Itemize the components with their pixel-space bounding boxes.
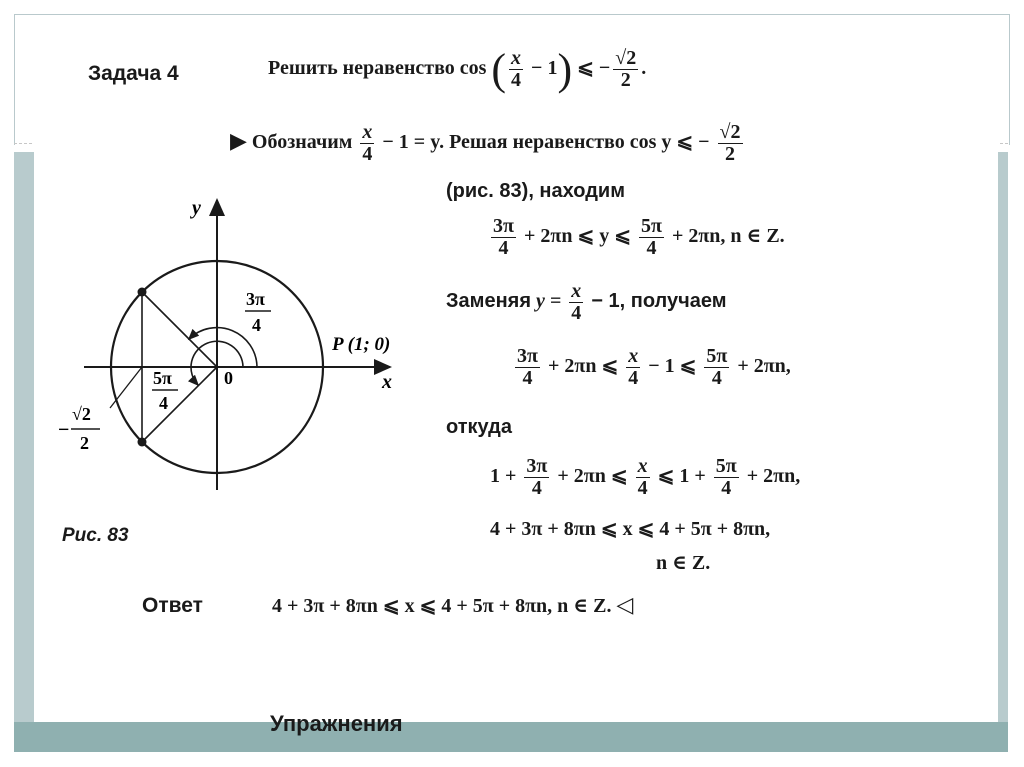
ineq3-frac-x <box>636 456 650 499</box>
point-3pi4 <box>138 288 147 297</box>
figure-caption: Рис. 83 <box>62 525 129 546</box>
point-5pi4 <box>138 438 147 447</box>
slide-border-left <box>14 152 34 752</box>
frac-den: 4 <box>511 69 522 91</box>
angle-5pi4-den: 4 <box>159 393 168 413</box>
ineq3-a: + 2πn ⩽ <box>557 465 628 488</box>
denote-fraction <box>360 122 374 165</box>
answer-line <box>272 592 633 618</box>
ineq3-frac-a <box>524 456 549 499</box>
answer-label: Ответ <box>142 594 203 617</box>
answer-text: 4 + 3π + 8πn ⩽ x ⩽ 4 + 5π + 8πn, n ∈ Z. <box>272 595 612 617</box>
ineq3-b-den: 4 <box>721 477 732 499</box>
task-label: Задача 4 <box>88 62 179 85</box>
replace-den: 4 <box>571 302 582 324</box>
point-p-label: P (1; 0) <box>332 334 391 355</box>
ineq1-a-den: 4 <box>498 237 509 259</box>
neg-sqrt2-den: 2 <box>80 433 89 453</box>
cut-off-heading <box>270 710 403 722</box>
ineq2-tail: + 2πn, <box>737 355 791 378</box>
frac-num: x <box>511 47 522 69</box>
replace-tail: − 1, получаем <box>591 290 727 313</box>
denote-rhs-num: √2 <box>719 121 741 143</box>
task-period: . <box>641 57 647 80</box>
ineq1-frac-b <box>639 216 664 259</box>
ineq3-a-den: 4 <box>531 477 542 499</box>
denote-den: 4 <box>362 143 373 165</box>
ineq1-b-den: 4 <box>646 237 657 259</box>
ineq2-b: − 1 ⩽ <box>648 355 697 378</box>
ineq2-frac-b <box>704 346 729 389</box>
end-triangle-icon: ◁ <box>616 592 634 617</box>
rhs-den: 2 <box>620 69 631 91</box>
denote-num: x <box>362 121 373 143</box>
whence-word: откуда <box>446 416 512 438</box>
ineq2-b-den: 4 <box>711 367 722 389</box>
solution-line-denote <box>230 122 746 165</box>
y-axis-label: y <box>192 197 201 219</box>
paren-open: ( <box>491 45 507 94</box>
replace-num: x <box>571 280 582 302</box>
unit-circle-figure <box>50 190 430 490</box>
ineq3-lead: 1 + <box>490 465 517 488</box>
ineq2-frac-x <box>626 346 640 389</box>
x-axis-label: x <box>382 371 392 393</box>
task-statement <box>268 44 646 95</box>
task-minus-one: − 1 <box>531 57 558 80</box>
ineq1-a-num: 3π <box>493 215 514 237</box>
ineq2-x-num: x <box>628 345 639 367</box>
ineq1-tail: + 2πn, n ∈ Z. <box>671 225 785 248</box>
ineq3-x-num: x <box>637 455 648 477</box>
play-marker-icon: ▶ <box>230 128 247 154</box>
denote-rhs-den: 2 <box>725 143 736 165</box>
inequality-2 <box>512 346 791 389</box>
denote-rhs-fraction <box>718 122 743 165</box>
paren-close: ) <box>557 45 573 94</box>
angle-5pi4-num: 5π <box>153 368 172 388</box>
replace-eq: y = <box>536 290 562 313</box>
task-text: Решить неравенство cos <box>268 57 487 80</box>
ineq1-mid: + 2πn ⩽ y ⩽ <box>523 225 631 248</box>
ineq1-frac-a <box>491 216 516 259</box>
ineq3-b-num: 5π <box>715 455 737 477</box>
angle-3pi4-den: 4 <box>252 315 261 335</box>
angle-3pi4-num: 3π <box>246 289 265 309</box>
inequality-4-tail: n ∈ Z. <box>656 552 711 574</box>
ineq3-a-num: 3π <box>526 455 548 477</box>
inequality-1 <box>488 216 785 259</box>
inequality-4: 4 + 3π + 8πn ⩽ x ⩽ 4 + 5π + 8πn, <box>490 518 771 540</box>
slide-bottom-bar <box>14 722 1008 752</box>
neg-sqrt2-num: √2 <box>72 404 91 424</box>
denote-word: Обозначим <box>251 131 353 154</box>
label-leader <box>110 367 142 408</box>
ineq1-b-num: 5π <box>640 215 662 237</box>
ineq2-x-den: 4 <box>628 367 639 389</box>
task-rel: ⩽ − <box>577 57 611 80</box>
solution-line-fig-ref: (рис. 83), находим <box>446 180 625 202</box>
task-rhs-fraction <box>613 48 638 91</box>
replace-word: Заменяя <box>446 290 531 313</box>
ineq3-frac-b <box>714 456 739 499</box>
ineq2-a-den: 4 <box>522 367 533 389</box>
ineq2-a: + 2πn ⩽ <box>547 355 619 378</box>
slide-border-right <box>998 152 1008 752</box>
neg-sqrt2-minus: − <box>58 419 70 441</box>
origin-label: 0 <box>224 368 233 388</box>
ineq3-tail: + 2πn, <box>746 465 801 488</box>
rhs-num: √2 <box>615 47 637 69</box>
ineq3-b: ⩽ 1 + <box>657 465 706 488</box>
ineq3-x-den: 4 <box>637 477 648 499</box>
task-fraction <box>509 48 523 91</box>
replace-fraction <box>569 281 583 324</box>
denote-tail: − 1 = y. Решая неравенство cos y ⩽ − <box>382 131 710 154</box>
ineq2-b-num: 5π <box>706 345 728 367</box>
ineq2-a-num: 3π <box>517 345 538 367</box>
replace-line <box>446 281 727 324</box>
ineq2-frac-a <box>515 346 540 389</box>
inequality-3 <box>490 456 800 499</box>
